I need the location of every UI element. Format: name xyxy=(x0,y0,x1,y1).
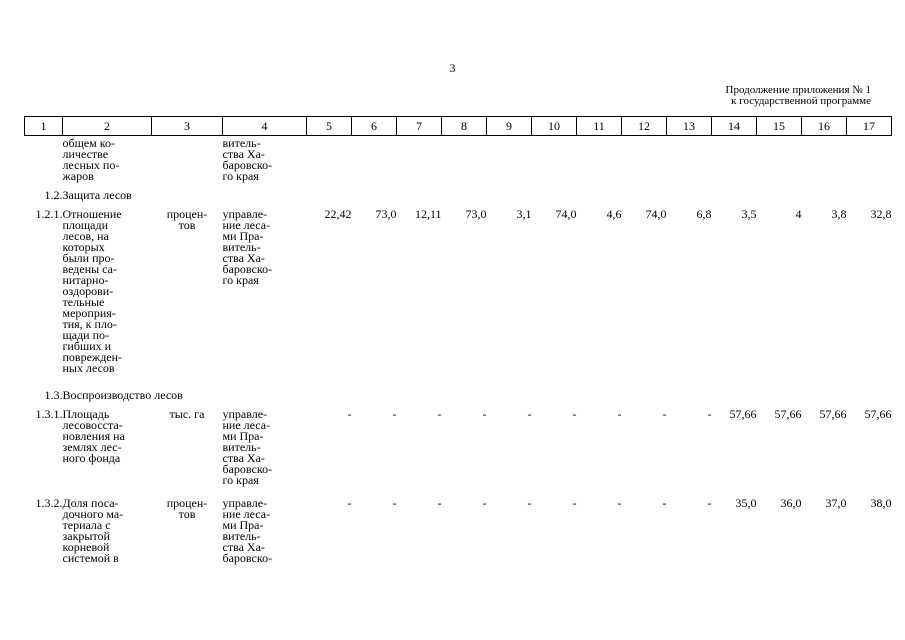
value-cell: 32,8 xyxy=(870,207,892,221)
column-header: 9 xyxy=(487,117,532,136)
table-row xyxy=(25,496,892,574)
value-cell: - xyxy=(392,407,397,421)
value-cell: - xyxy=(662,407,667,421)
value-cell: 4,6 xyxy=(606,207,622,221)
annex-note xyxy=(726,85,871,107)
value-cell: 3,5 xyxy=(741,207,757,221)
column-header: 14 xyxy=(712,117,757,136)
column-header: 10 xyxy=(532,117,577,136)
value-cell: 3,8 xyxy=(831,207,847,221)
unit: процен- тов xyxy=(166,496,208,521)
page-number: 3 xyxy=(449,61,456,75)
indicator-name: Доля поса- дочного ма- териала с закрытой корневой системой в xyxy=(62,496,124,565)
table-row xyxy=(25,407,892,496)
section-row xyxy=(25,390,892,407)
value-cell: 4 xyxy=(795,207,802,221)
column-header: 13 xyxy=(667,117,712,136)
executor: управле- ние леса- ми Пра- витель- ства Ха- баровско- го края xyxy=(222,407,273,487)
indicator-name: Отношение площади лесов, на которых были про- ведены са- нитарно- оздорови- тельные мероприя- тия, к пло- щади по- гибших и поврежден- ных лесов xyxy=(62,207,123,375)
indicators-table xyxy=(24,116,892,574)
column-header: 17 xyxy=(847,117,892,136)
indicator-name: общем ко- личестве лесных по- жаров xyxy=(62,136,120,183)
value-cell: 57,66 xyxy=(819,407,847,421)
header-row xyxy=(25,117,892,136)
value-cell: 3,1 xyxy=(516,207,532,221)
column-header: 4 xyxy=(223,117,307,136)
value-cell: 74,0 xyxy=(645,207,667,221)
value-cell: - xyxy=(617,496,622,510)
indicator-name: Площадь лесовосста- новления на землях лес- ного фонда xyxy=(62,407,125,465)
column-header: 6 xyxy=(352,117,397,136)
value-cell: - xyxy=(392,496,397,510)
value-cell: - xyxy=(662,496,667,510)
value-cell: 74,0 xyxy=(555,207,577,221)
column-header: 8 xyxy=(442,117,487,136)
value-cell: - xyxy=(707,496,712,510)
column-header: 11 xyxy=(577,117,622,136)
value-cell: 38,0 xyxy=(870,496,892,510)
value-cell: 57,66 xyxy=(729,407,757,421)
section-title: Защита лесов xyxy=(62,188,132,202)
value-cell: 57,66 xyxy=(864,407,892,421)
value-cell: 6,8 xyxy=(696,207,712,221)
value-cell: - xyxy=(437,407,442,421)
value-cell: 22,42 xyxy=(324,207,352,221)
value-cell: 73,0 xyxy=(375,207,397,221)
column-header: 16 xyxy=(802,117,847,136)
value-cell: 57,66 xyxy=(774,407,802,421)
value-cell: 73,0 xyxy=(465,207,487,221)
column-header: 12 xyxy=(622,117,667,136)
unit: тыс. га xyxy=(169,407,205,421)
executor: управле- ние леса- ми Пра- витель- ства Ха- баровско- го края xyxy=(222,207,273,287)
column-header: 2 xyxy=(63,117,152,136)
section-code: 1.3. xyxy=(44,388,63,402)
value-cell: - xyxy=(347,407,352,421)
executor: витель- ства Ха- баровско- го края xyxy=(222,136,273,183)
value-cell: - xyxy=(437,496,442,510)
executor: управле- ние леса- ми Пра- витель- ства Ха- баровско- xyxy=(222,496,273,565)
value-cell: 35,0 xyxy=(735,496,757,510)
value-cell: - xyxy=(707,407,712,421)
section-row xyxy=(25,190,892,207)
value-cell: - xyxy=(617,407,622,421)
column-header: 7 xyxy=(397,117,442,136)
section-title: Воспроизводство лесов xyxy=(62,388,183,402)
value-cell: 12,11 xyxy=(414,207,442,221)
unit: процен- тов xyxy=(166,207,208,232)
value-cell: - xyxy=(347,496,352,510)
value-cell: - xyxy=(527,407,532,421)
column-header: 5 xyxy=(307,117,352,136)
annex-note-line-1: Продолжение приложения № 1 xyxy=(725,84,871,96)
value-cell: - xyxy=(482,496,487,510)
table-row xyxy=(25,207,892,390)
continued-row xyxy=(25,136,892,191)
annex-note-line-2: к государственной программе xyxy=(731,95,871,107)
row-code: 1.3.2. xyxy=(35,496,63,510)
value-cell: 37,0 xyxy=(825,496,847,510)
row-code: 1.2.1. xyxy=(35,207,63,221)
column-header: 15 xyxy=(757,117,802,136)
column-header: 3 xyxy=(152,117,223,136)
value-cell: - xyxy=(572,407,577,421)
row-code: 1.3.1. xyxy=(35,407,63,421)
value-cell: - xyxy=(482,407,487,421)
value-cell: - xyxy=(527,496,532,510)
section-code: 1.2. xyxy=(44,188,63,202)
value-cell: 36,0 xyxy=(780,496,802,510)
column-header: 1 xyxy=(25,117,63,136)
value-cell: - xyxy=(572,496,577,510)
